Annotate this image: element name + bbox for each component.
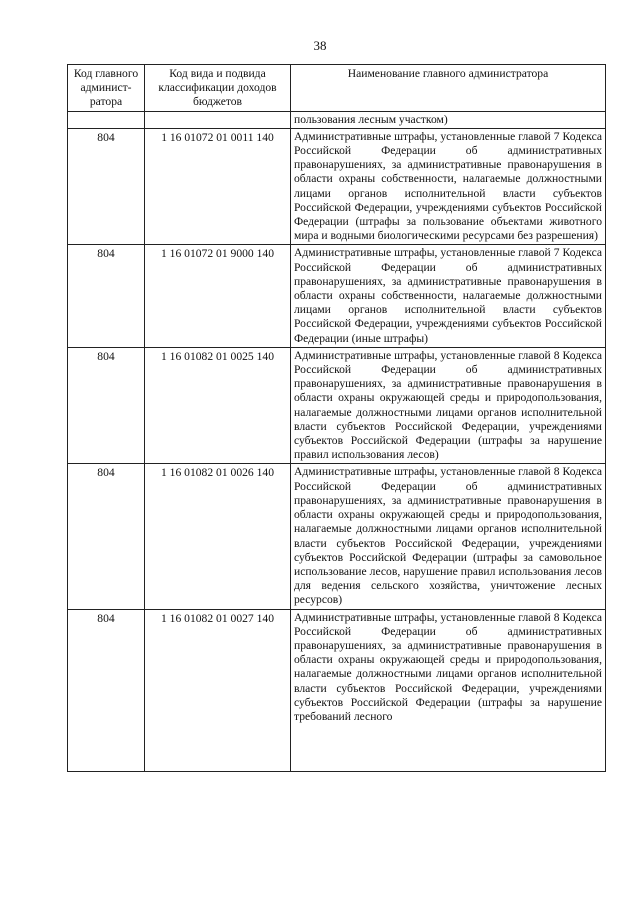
revenue-codes-table: [67, 64, 606, 772]
admin-name-cell: [291, 609, 606, 771]
header-admin-code: Код главного админист-ратора: [68, 65, 145, 112]
admin-code-cell: 804: [68, 245, 145, 347]
admin-name-cell: Административные штрафы, установленные главой 7 Кодекса Российской Федерации об административных правонарушениях, за административные правонарушения в области охраны собственности, налагаемые должностными лицами органов исполнительной власти субъектов Российской Федерации, учреждениями субъектов Российской Федерации (иные штрафы): [291, 245, 606, 347]
kbk-cell: 1 16 01072 01 0011 140: [145, 128, 291, 245]
admin-code-cell: 804: [68, 347, 145, 464]
admin-name-cell: Административные штрафы, установленные главой 8 Кодекса Российской Федерации об административных правонарушениях, за административные правонарушения в области охраны окружающей среды и природопользования, налагаемые должностными лицами органов исполнительной власти субъектов Российской Федерации, учреждениями субъектов Российской Федерации (штрафы за нарушение правил использования лесов): [291, 347, 606, 464]
page-number: 38: [313, 38, 327, 53]
continuation-row: [68, 111, 606, 128]
table-header-row: [68, 65, 606, 112]
table-row: [68, 128, 606, 245]
admin-name-cell: Административные штрафы, установленные главой 8 Кодекса Российской Федерации об административных правонарушениях, за административные правонарушения в области охраны окружающей среды и природопользования, налагаемые должностными лицами органов исполнительной власти субъектов Российской Федерации, учреждениями субъектов Российской Федерации (штрафы за самовольное использование лесов, нарушение правил использования лесов для ведения сельского хозяйства, уничтожение лесных ресурсов): [291, 464, 606, 609]
header-kbk: Код вида и подвида классификации доходов бюджетов: [145, 65, 291, 112]
continuation-code-cell: [68, 111, 145, 128]
continuation-kbk-cell: [145, 111, 291, 128]
admin-name-text: Административные штрафы, установленные главой 8 Кодекса Российской Федерации об административных правонарушениях, за административные правонарушения в области охраны окружающей среды и природопользования, налагаемые должностными лицами органов исполнительной власти субъектов Российской Федерации, учреждениями субъектов Российской Федерации (штрафы за нарушение требований лесного: [294, 610, 602, 723]
kbk-cell: 1 16 01082 01 0025 140: [145, 347, 291, 464]
table-row: [68, 245, 606, 347]
table-row: [68, 347, 606, 464]
table-row-continued: [68, 609, 606, 771]
kbk-cell: 1 16 01082 01 0026 140: [145, 464, 291, 609]
kbk-cell: 1 16 01082 01 0027 140: [145, 609, 291, 771]
admin-code-cell: 804: [68, 128, 145, 245]
header-admin-name: Наименование главного администратора: [291, 65, 606, 112]
admin-code-cell: 804: [68, 609, 145, 771]
admin-code-cell: 804: [68, 464, 145, 609]
continuation-text: пользования лесным участком): [291, 111, 606, 128]
admin-name-cell: Административные штрафы, установленные главой 7 Кодекса Российской Федерации об административных правонарушениях, за административные правонарушения в области охраны собственности, налагаемые должностными лицами органов исполнительной власти субъектов Российской Федерации, учреждениями субъектов Российской Федерации (штрафы за пользование объектами животного мира и водными биологическими ресурсами без разрешения): [291, 128, 606, 245]
table-row: [68, 464, 606, 609]
kbk-cell: 1 16 01072 01 9000 140: [145, 245, 291, 347]
